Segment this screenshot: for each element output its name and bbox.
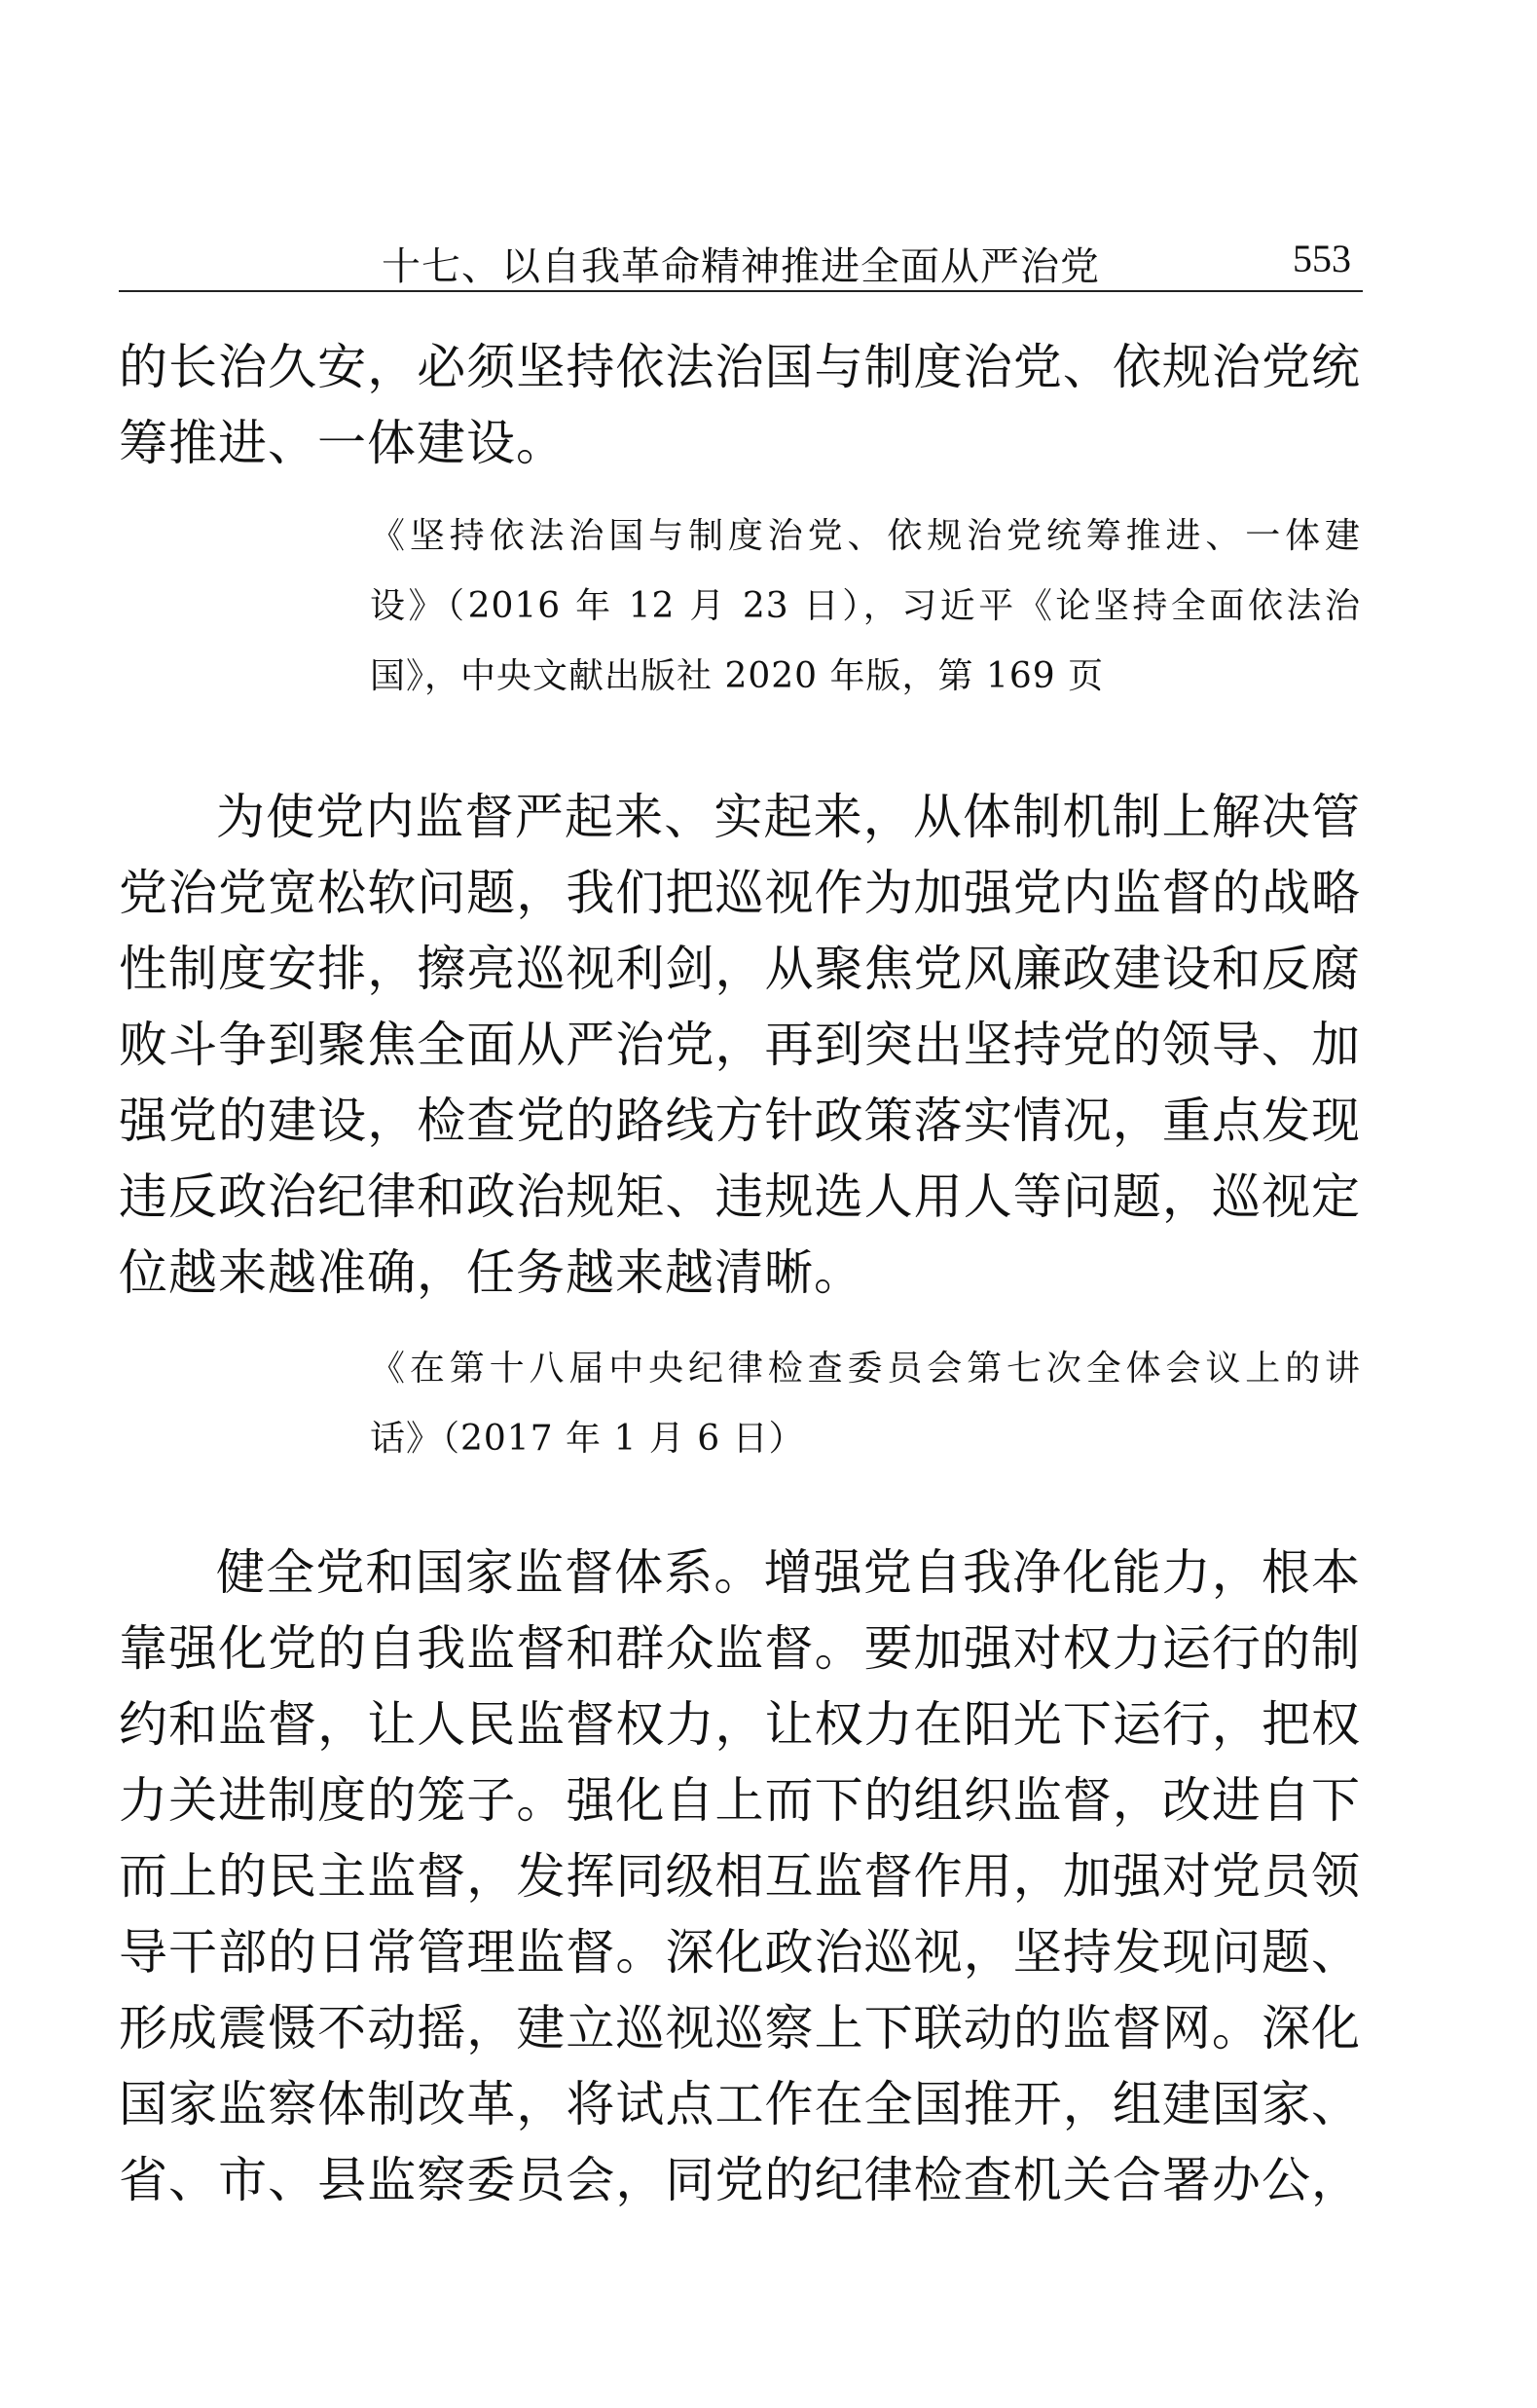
citation-source (370, 501, 1361, 712)
citation-source (370, 1334, 1361, 1474)
citation-line: 《在第十八届中央纪律检查委员会第七次全体会议上的讲 (370, 1349, 1361, 1389)
text-line: 形成震慑不动摇，建立巡视巡察上下联动的监督网。深化 (119, 2000, 1361, 2056)
text-line: 导干部的日常管理监督。深化政治巡视，坚持发现问题、 (119, 1924, 1361, 1981)
text-line: 党治党宽松软问题，我们把巡视作为加强党内监督的战略 (119, 865, 1361, 921)
text-line: 力关进制度的笼子。强化自上而下的组织监督，改进自下 (119, 1772, 1361, 1829)
citation-line: 国》，中央文献出版社 2020 年版，第 169 页 (370, 656, 1105, 696)
text-line: 健全党和国家监督体系。增强党自我净化能力，根本 (216, 1544, 1361, 1601)
citation-line: 设》（2016 年 12 月 23 日），习近平《论坚持全面依法治 (370, 586, 1361, 626)
citation-line: 话》（2017 年 1 月 6 日） (370, 1419, 805, 1459)
text-line: 败斗争到聚焦全面从严治党，再到突出坚持党的领导、加 (119, 1017, 1361, 1073)
text-line: 筹推进、一体建设。 (119, 415, 566, 471)
text-line: 强党的建设，检查党的路线方针政策落实情况，重点发现 (119, 1093, 1361, 1149)
running-header (119, 230, 1363, 292)
quote-paragraph (119, 1535, 1361, 2218)
text-line: 国家监察体制改革，将试点工作在全国推开，组建国家、 (119, 2076, 1361, 2132)
text-line: 靠强化党的自我监督和群众监督。要加强对权力运行的制 (119, 1620, 1361, 1677)
text-line: 的长治久安，必须坚持依法治国与制度治党、依规治党统 (119, 339, 1361, 395)
text-line: 省、市、县监察委员会，同党的纪律检查机关合署办公， (119, 2152, 1361, 2208)
citation-line: 《坚持依法治国与制度治党、依规治党统筹推进、一体建 (370, 516, 1361, 556)
chapter-title: 十七、以自我革命精神推进全面从严治党 (382, 244, 1100, 289)
text-line: 为使党内监督严起来、实起来，从体制机制上解决管 (216, 789, 1361, 845)
quote-paragraph (119, 779, 1361, 1311)
text-line: 位越来越准确，任务越来越清晰。 (119, 1244, 863, 1301)
continued-paragraph (119, 329, 1361, 481)
text-line: 约和监督，让人民监督权力，让权力在阳光下运行，把权 (119, 1696, 1361, 1753)
text-line: 而上的民主监督，发挥同级相互监督作用，加强对党员领 (119, 1848, 1361, 1905)
page-number: 553 (1293, 237, 1351, 280)
text-line: 违反政治纪律和政治规矩、违规选人用人等问题，巡视定 (119, 1168, 1361, 1225)
text-line: 性制度安排，擦亮巡视利剑，从聚焦党风廉政建设和反腐 (119, 941, 1361, 997)
